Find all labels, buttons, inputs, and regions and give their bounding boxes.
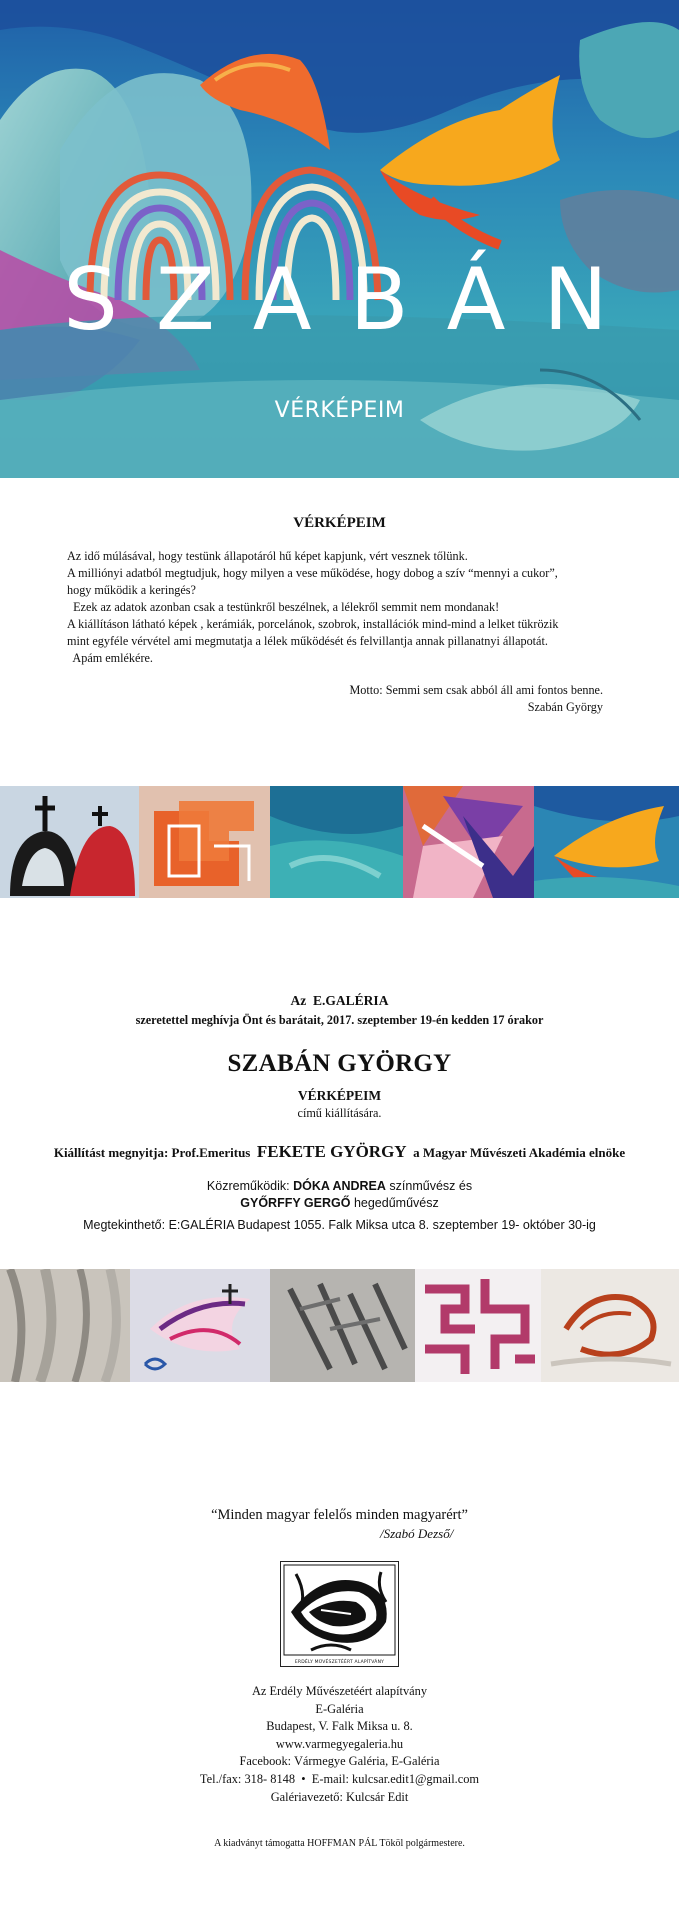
opening-name: FEKETE GYÖRGY <box>256 1142 407 1161</box>
essay-line: A kiállításon látható képek , kerámiák, porcelánok, szobrok, installációk mind-mind a lelket tükrözik <box>67 617 559 631</box>
artwork-thumb <box>130 1269 270 1382</box>
hero-subtitle: VÉRKÉPEIM <box>274 398 405 423</box>
facebook-line: Facebook: Vármegye Galéria, E-Galéria <box>239 1754 440 1768</box>
artwork-thumb <box>403 786 534 898</box>
opening-line <box>0 1142 679 1162</box>
address: Budapest, V. Falk Miksa u. 8. <box>266 1719 413 1733</box>
essay-line: mint egyféle vérvétel ami megmutatja a lélek működését és felvillantja annak pillanatnyi állapotát. <box>67 634 548 648</box>
opening-prefix: Kiállítást megnyitja: Prof.Emeritus <box>53 1145 251 1160</box>
opening-suffix: a Magyar Művészeti Akadémia elnöke <box>413 1145 626 1160</box>
artwork-thumb <box>270 786 403 898</box>
foundation-info <box>0 1683 679 1771</box>
artwork-thumb <box>534 786 679 898</box>
signature: Szabán György <box>527 700 603 714</box>
exhibition-subtitle: című kiállítására. <box>297 1106 382 1120</box>
artwork-thumb <box>0 786 139 898</box>
quote: “Minden magyar felelős minden magyarért” <box>211 1507 468 1523</box>
gallery-az: Az <box>290 993 307 1008</box>
artwork-thumb <box>0 1269 130 1382</box>
artwork-strip-top <box>0 786 679 898</box>
invite-text: szeretettel meghívja Önt és barátait, 2017. szeptember 19-én kedden 17 órakor <box>135 1013 544 1027</box>
artwork-thumb <box>415 1269 541 1382</box>
contrib-name-2: GYŐRFFY GERGŐ <box>240 1196 351 1210</box>
venue-line: Megtekinthető: E:GALÉRIA Budapest 1055. Falk Miksa utca 8. szeptember 19- október 30-ig <box>83 1218 596 1232</box>
essay-line: hogy működik a keringés? <box>67 583 196 597</box>
essay-line: Ezek az adatok azonban csak a testünkről beszélnek, a lélekről semmit nem mondanak! <box>67 600 500 614</box>
quote-author: /Szabó Dezső/ <box>380 1526 454 1541</box>
website-link[interactable]: www.varmegyegaleria.hu <box>275 1736 404 1751</box>
gallery-label: E-Galéria <box>315 1701 364 1716</box>
contrib-prefix: Közreműködik: <box>206 1179 290 1193</box>
motto: Motto: Semmi sem csak abból áll ami fontos benne. <box>349 683 603 697</box>
essay-line: Apám emlékére. <box>67 651 153 665</box>
contrib-role-1: színművész és <box>389 1179 473 1193</box>
essay-title: VÉRKÉPEIM <box>293 515 386 531</box>
hero-title: SZABÁN <box>63 250 646 350</box>
gallery-name: E.GALÉRIA <box>313 993 389 1008</box>
hero-painting <box>0 0 679 478</box>
essay-body <box>67 548 627 667</box>
essay-line: A milliónyi adatból megtudjuk, hogy milyen a vese működése, hogy dobog a szív “mennyi a cukor”, <box>67 566 558 580</box>
foundation-name: Az Erdély Művészetéért alapítvány <box>251 1684 428 1698</box>
contributors <box>0 1178 679 1212</box>
gallery-manager: Galériavezető: Kulcsár Edit <box>270 1789 409 1804</box>
logo-caption: ERDÉLY MŰVÉSZETÉÉRT ALAPÍTVÁNY <box>294 1660 385 1665</box>
logo-artwork <box>281 1562 398 1658</box>
contrib-name-1: DÓKA ANDREA <box>293 1179 386 1193</box>
contact-line[interactable]: Tel./fax: 318- 8148 • E-mail: kulcsar.edit1@gmail.com <box>199 1772 480 1786</box>
artist-name: SZABÁN GYÖRGY <box>227 1050 452 1077</box>
artwork-thumb <box>541 1269 679 1382</box>
artwork-thumb <box>139 786 270 898</box>
foundation-logo <box>280 1561 399 1667</box>
gallery-line <box>0 993 679 1009</box>
sponsor-note: A kiadványt támogatta HOFFMAN PÁL Tököl polgármestere. <box>214 1838 465 1849</box>
essay-line: Az idő múlásával, hogy testünk állapotáról hű képet kapjunk, vért vesznek tőlünk. <box>67 549 468 563</box>
exhibition-title: VÉRKÉPEIM <box>297 1088 382 1103</box>
motto-block <box>349 682 603 716</box>
contrib-role-2: hegedűművész <box>353 1196 439 1210</box>
contact-info <box>0 1771 679 1806</box>
artwork-strip-bottom <box>0 1269 679 1382</box>
artwork-thumb <box>270 1269 415 1382</box>
